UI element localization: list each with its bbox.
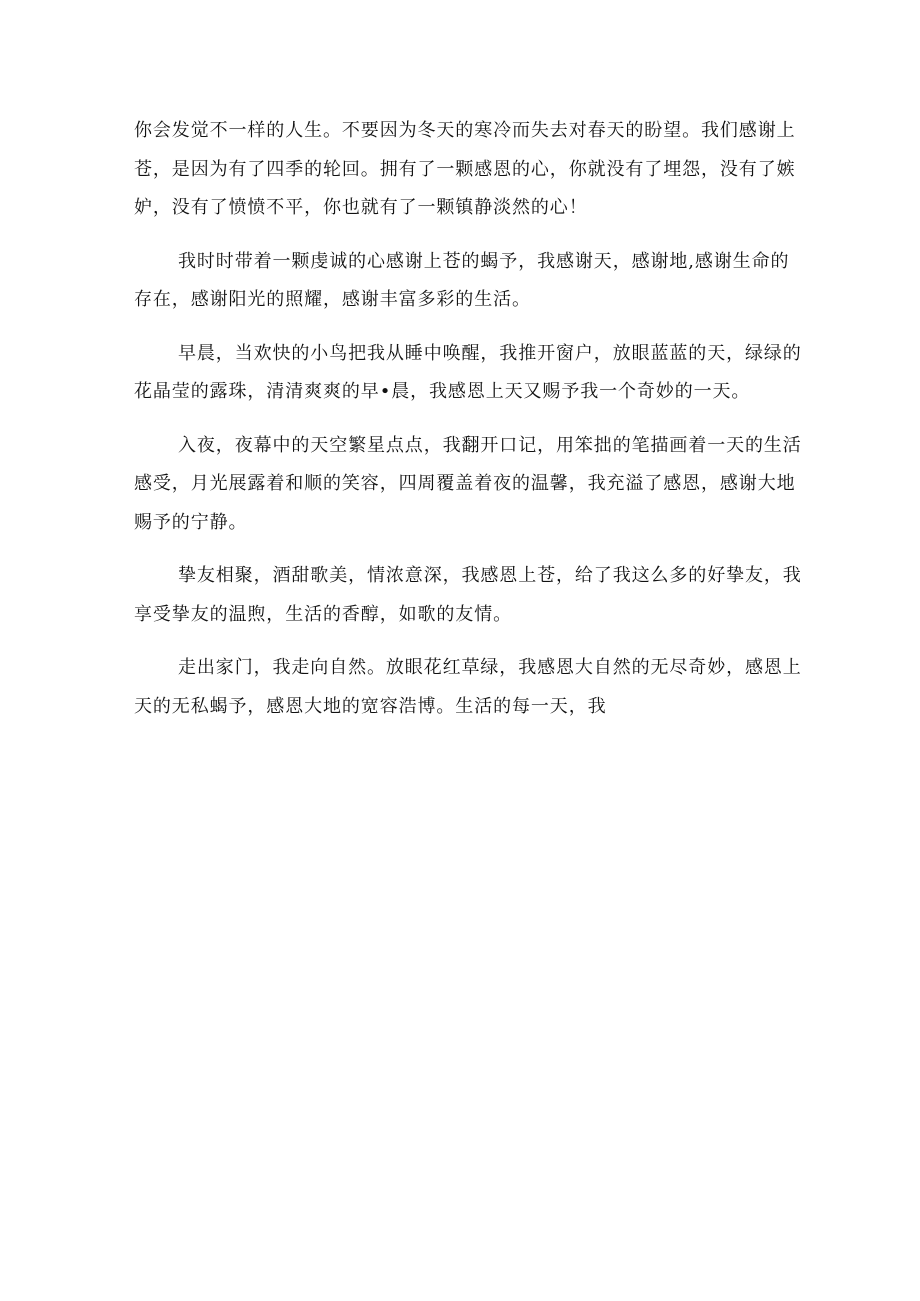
text-line: 妒，没有了愤愤不平，你也就有了一颗镇静淡然的心！ bbox=[134, 197, 588, 218]
text-line: 存在，感谢阳光的照耀，感谢丰富多彩的生活。 bbox=[134, 289, 531, 310]
text-line: 花晶莹的露珠，清清爽爽的早•晨，我感恩上天又赐予我一个奇妙的一天。 bbox=[134, 381, 751, 402]
text-line: 你会发觉不一样的人生。不要因为冬天的寒冷而失去对春天的盼望。我们感谢上 bbox=[134, 120, 796, 141]
text-line: 苍，是因为有了四季的轮回。拥有了一颗感恩的心，你就没有了埋怨，没有了嫉 bbox=[134, 158, 796, 180]
document-body bbox=[134, 112, 802, 741]
text-line: 感受，月光展露着和顺的笑容，四周覆盖着夜的温馨，我充溢了感恩，感谢大地 bbox=[134, 473, 796, 494]
text-line: 走出家门，我走向自然。放眼花红草绿，我感恩大自然的无尽奇妙，感恩上 bbox=[178, 657, 802, 678]
paragraph-5 bbox=[134, 557, 802, 634]
paragraph-1 bbox=[134, 112, 796, 228]
text-line: 享受挚友的温煦，生活的香醇，如歌的友情。 bbox=[134, 603, 512, 625]
text-line: 我时时带着一颗虔诚的心感谢上苍的蝎予，我感谢天，感谢地,感谢生命的 bbox=[178, 250, 790, 272]
paragraph-2 bbox=[134, 243, 796, 320]
text-line: 天的无私蝎予，感恩大地的宽容浩博。生活的每一天，我 bbox=[134, 695, 607, 717]
text-line: 挚友相聚，酒甜歌美，情浓意深，我感恩上苍，给了我这么多的好挚友，我 bbox=[178, 565, 802, 586]
text-line: 入夜，夜幕中的天空繁星点点，我翻开口记，用笨拙的笔描画着一天的生活 bbox=[178, 434, 802, 456]
text-line: 早晨，当欢快的小鸟把我从睡中唤醒，我推开窗户，放眼蓝蓝的天，绿绿的 bbox=[178, 342, 802, 364]
paragraph-4 bbox=[134, 427, 802, 543]
text-line: 赐予的宁静。 bbox=[134, 511, 248, 533]
paragraph-3 bbox=[134, 335, 802, 412]
paragraph-6 bbox=[134, 649, 802, 726]
